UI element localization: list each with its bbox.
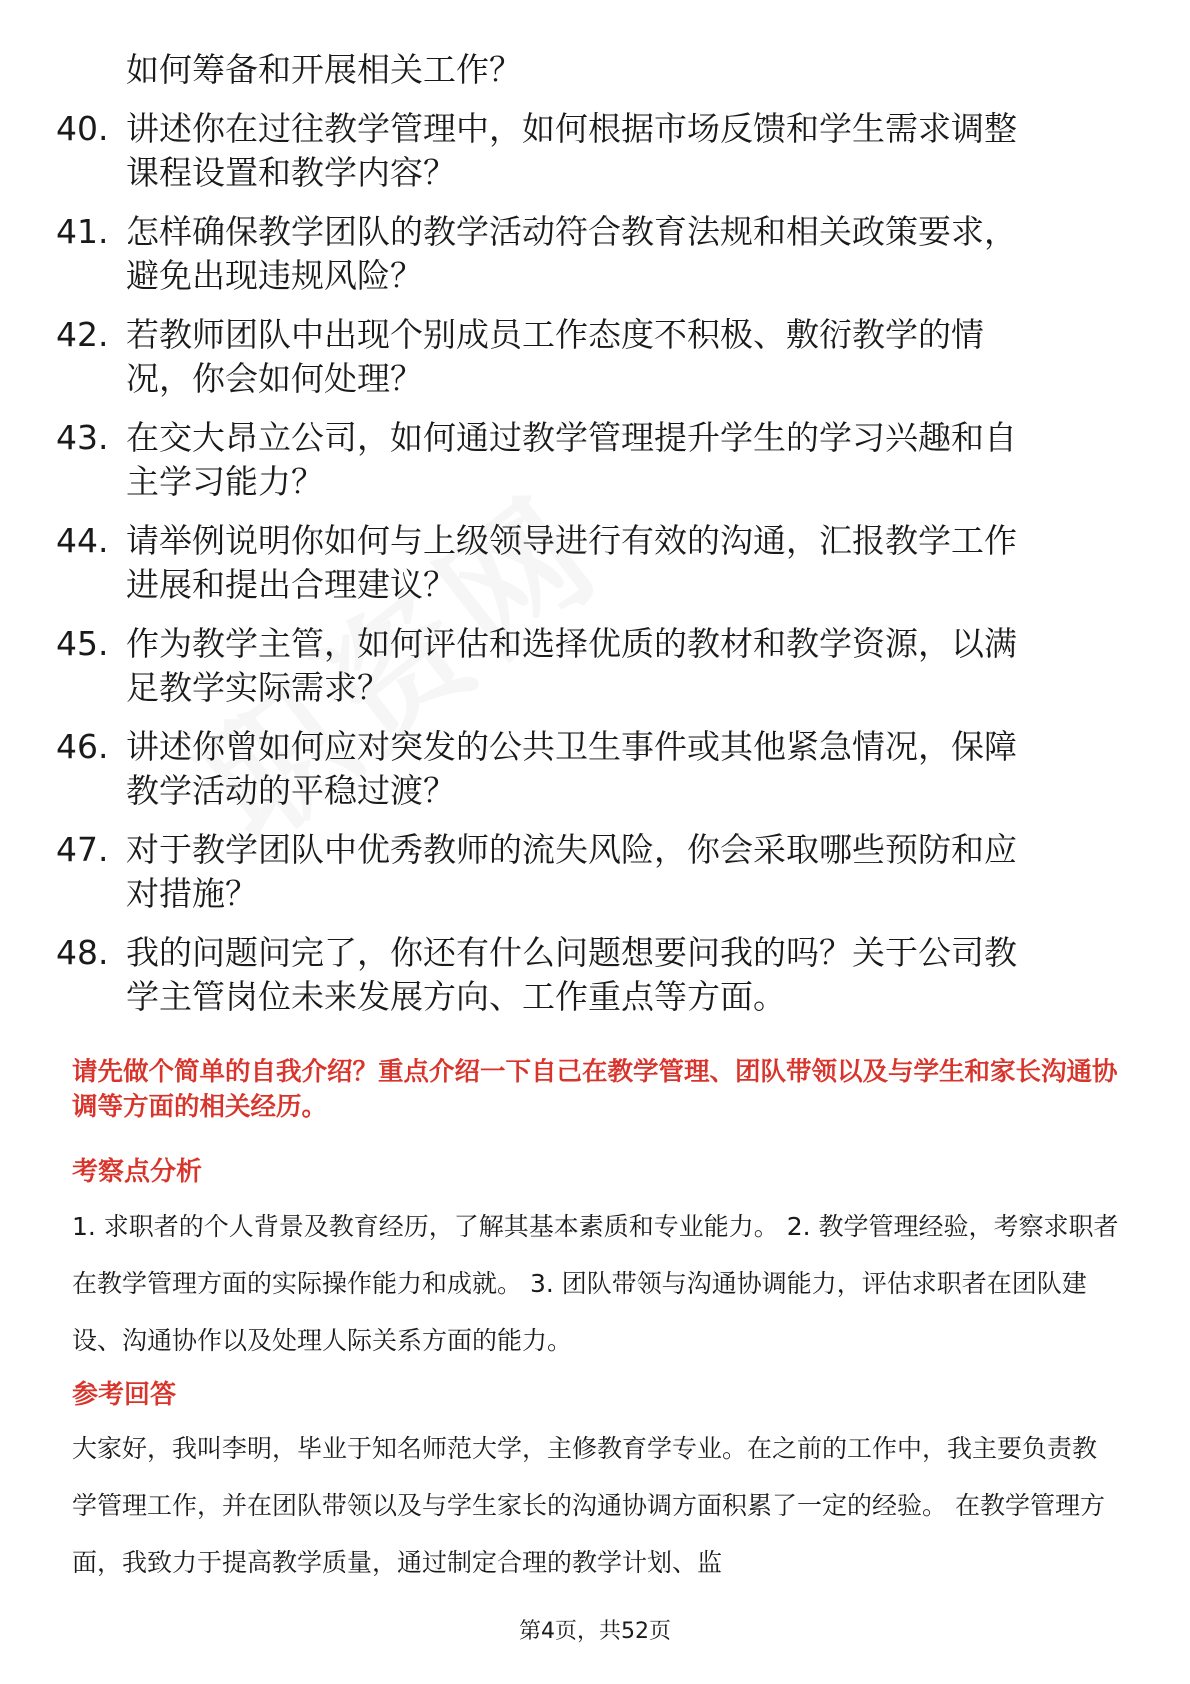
question-item — [56, 725, 1116, 813]
question-item — [56, 48, 1116, 92]
answer-heading: 参考回答 — [72, 1380, 177, 1410]
question-item — [56, 828, 1116, 916]
question-number — [56, 48, 126, 92]
question-text: 请举例说明你如何与上级领导进行有效的沟通，汇报教学工作进展和提出合理建议？ — [126, 521, 1017, 604]
question-text: 如何筹备和开展相关工作？ — [126, 50, 522, 89]
question-item — [56, 313, 1116, 401]
question-text: 怎样确保教学团队的教学活动符合教育法规和相关政策要求，避免出现违规风险？ — [126, 212, 1017, 295]
question-number: 43. — [56, 418, 109, 457]
analysis-text: 1. 求职者的个人背景及教育经历，了解其基本素质和专业能力。 2. 教学管理经验，考察求职者在教学管理方面的实际操作能力和成就。 3. 团队带领与沟通协调能力，评估求职者在团队建设、沟通协作以及处理人际关系方面的能力。 — [72, 1212, 1119, 1355]
question-number: 45. — [56, 624, 109, 663]
question-list — [56, 48, 1116, 1019]
page-footer: 第4页，共52页 — [519, 1619, 671, 1644]
question-text: 讲述你在过往教学管理中，如何根据市场反馈和学生需求调整课程设置和教学内容？ — [126, 109, 1017, 192]
question-item — [56, 107, 1116, 195]
section-question: 请先做个简单的自我介绍？重点介绍一下自己在教学管理、团队带领以及与学生和家长沟通协调等方面的相关经历。 — [72, 1057, 1118, 1122]
question-number: 40. — [56, 109, 109, 148]
question-item — [56, 622, 1116, 710]
question-item — [56, 416, 1116, 504]
question-number: 48. — [56, 933, 109, 972]
answer-text: 大家好，我叫李明，毕业于知名师范大学，主修教育学专业。在之前的工作中，我主要负责教学管理工作，并在团队带领以及与学生家长的沟通协调方面积累了一定的经验。 在教学管理方面，我致力于提高教学质量，通过制定合理的教学计划、监 — [72, 1434, 1105, 1577]
question-number: 46. — [56, 727, 109, 766]
question-item — [56, 210, 1116, 298]
question-text: 我的问题问完了，你还有什么问题想要问我的吗？关于公司教学主管岗位未来发展方向、工作重点等方面。 — [126, 933, 1017, 1016]
question-item — [56, 931, 1116, 1019]
question-number: 44. — [56, 521, 109, 560]
question-number: 41. — [56, 212, 109, 251]
question-number: 47. — [56, 830, 109, 869]
question-text: 讲述你曾如何应对突发的公共卫生事件或其他紧急情况，保障教学活动的平稳过渡？ — [126, 727, 1017, 810]
question-text: 作为教学主管，如何评估和选择优质的教材和教学资源，以满足教学实际需求？ — [126, 624, 1017, 707]
analysis-heading: 考察点分析 — [72, 1157, 203, 1187]
question-text: 若教师团队中出现个别成员工作态度不积极、敷衍教学的情况，你会如何处理？ — [126, 315, 984, 398]
question-text: 在交大昂立公司，如何通过教学管理提升学生的学习兴趣和自主学习能力？ — [126, 418, 1017, 501]
question-number: 42. — [56, 315, 109, 354]
question-text: 对于教学团队中优秀教师的流失风险，你会采取哪些预防和应对措施？ — [126, 830, 1017, 913]
question-item — [56, 519, 1116, 607]
